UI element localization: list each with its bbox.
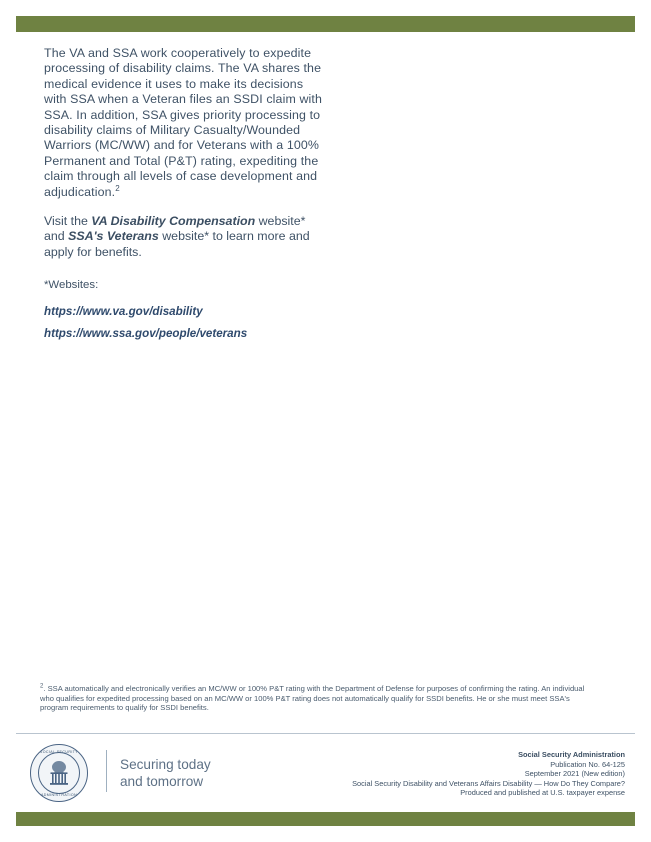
footnote-body: . SSA automatically and electronically verifies an MC/WW or 100% P&T rating with the Department of Defense for purposes of confirming the rating. An individual who qualifies for expedited processing based on an MC/WW or 100% P&T rating does not automatically qualify for SSDI benefits. He or she must meet SSA's program requirements to qualify for SSDI benefits. xyxy=(40,684,585,713)
publication-agency: Social Security Administration xyxy=(518,750,625,759)
footer-divider xyxy=(16,733,635,734)
visit-middle: website* and xyxy=(44,214,306,244)
page-footer xyxy=(16,740,635,802)
footer-tagline xyxy=(120,756,211,790)
top-accent-bar xyxy=(16,16,635,32)
eagle-icon xyxy=(41,755,77,791)
bottom-accent-bar xyxy=(16,812,635,826)
publication-info xyxy=(352,750,625,798)
body-paragraph-text: The VA and SSA work cooperatively to expedite processing of disability claims. The VA shares the medical evidence it uses to make its decisions with SSA when a Veteran files an SSDI claim with SSA. In addition, SSA gives priority processing to disability claims of Military Casualty/Wounded Warriors (MC/WW) and for Veterans with a 100% Permanent and Total (P&T) rating, expediting the claim through all levels of case development and adjudication. xyxy=(44,46,322,199)
ssa-veterans-link[interactable]: SSA's Veterans xyxy=(68,229,159,244)
publication-title: Social Security Disability and Veterans Affairs Disability — How Do They Compare? xyxy=(352,778,625,788)
visit-paragraph xyxy=(44,214,324,260)
visit-lead: Visit the xyxy=(44,214,92,229)
main-content xyxy=(44,46,324,349)
body-paragraph xyxy=(44,46,324,200)
va-disability-compensation-link[interactable]: VA Disability Compensation xyxy=(91,214,256,229)
visit-tail: website* to learn more and apply for benefits. xyxy=(44,229,310,259)
publication-number: Publication No. 64-125 xyxy=(550,759,625,769)
seal-top-text: SOCIAL SECURITY xyxy=(39,749,79,754)
ssa-seal-icon xyxy=(30,744,88,802)
footnote-text xyxy=(40,684,590,713)
seal-bottom-text: ADMINISTRATION xyxy=(40,792,78,797)
websites-label: *Websites: xyxy=(44,279,99,292)
website-link-va[interactable]: https://www.va.gov/disability xyxy=(44,305,203,319)
footnote-marker: 2 xyxy=(115,183,120,193)
tagline-line-two: and tomorrow xyxy=(120,774,204,789)
website-link-ssa[interactable]: https://www.ssa.gov/people/veterans xyxy=(44,327,248,341)
publication-produced: Produced and published at U.S. taxpayer expense xyxy=(460,788,625,798)
tagline-line-one: Securing today xyxy=(120,757,211,772)
footer-vertical-divider xyxy=(106,750,107,792)
footnote-number: 2 xyxy=(40,683,44,690)
publication-date: September 2021 (New edition) xyxy=(524,769,625,779)
